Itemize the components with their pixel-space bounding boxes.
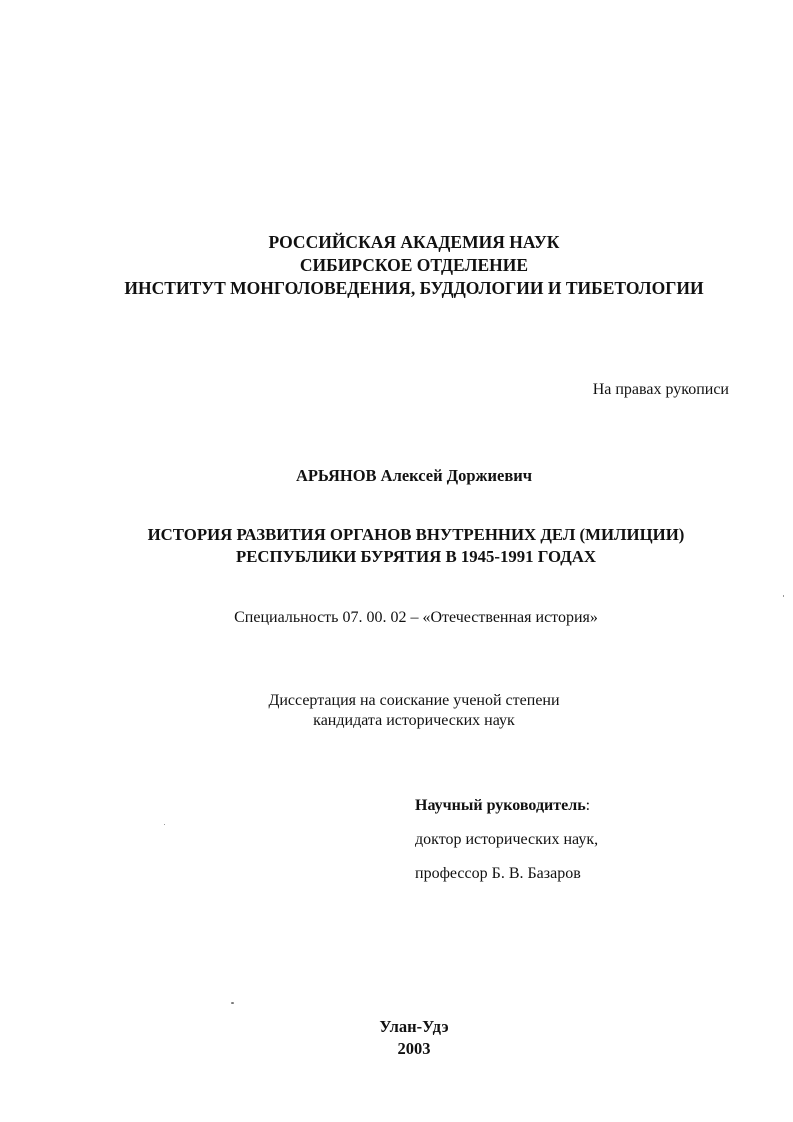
supervisor-label-colon: : <box>585 797 591 814</box>
academy-name: РОССИЙСКАЯ АКАДЕМИЯ НАУК <box>268 232 560 252</box>
specialty: Специальность 07. 00. 02 – «Отечественная история» <box>234 609 598 626</box>
organization-header <box>90 231 738 300</box>
degree-line-2: кандидата исторических наук <box>313 712 515 729</box>
branch-name: СИБИРСКОЕ ОТДЕЛЕНИЕ <box>299 255 529 275</box>
institute-name: ИНСТИТУТ МОНГОЛОВЕДЕНИЯ, БУДДОЛОГИИ И ТИБЕТОЛОГИИ <box>124 278 704 298</box>
scan-speck <box>164 824 165 825</box>
title-line-2: РЕСПУБЛИКИ БУРЯТИЯ В 1945-1991 ГОДАХ <box>235 547 597 566</box>
city: Улан-Удэ <box>379 1017 449 1036</box>
manuscript-rights-note: На правах рукописи <box>592 381 729 398</box>
degree-line-1: Диссертация на соискание ученой степени <box>268 692 560 709</box>
title-line-1: ИСТОРИЯ РАЗВИТИЯ ОРГАНОВ ВНУТРЕННИХ ДЕЛ (МИЛИЦИИ) <box>147 525 685 544</box>
author-name: АРЬЯНОВ Алексей Доржиевич <box>295 466 533 485</box>
supervisor-block <box>415 796 598 898</box>
degree-statement <box>0 691 793 731</box>
supervisor-degree: доктор исторических наук, <box>415 831 599 848</box>
scan-speck <box>231 1002 234 1004</box>
scan-speck <box>783 595 784 597</box>
supervisor-heading <box>415 796 598 816</box>
dissertation-title <box>60 524 772 568</box>
supervisor-label: Научный руководитель <box>415 797 586 814</box>
supervisor-name: профессор Б. В. Базаров <box>415 865 581 882</box>
year: 2003 <box>397 1039 431 1058</box>
place-and-year <box>0 1016 793 1060</box>
